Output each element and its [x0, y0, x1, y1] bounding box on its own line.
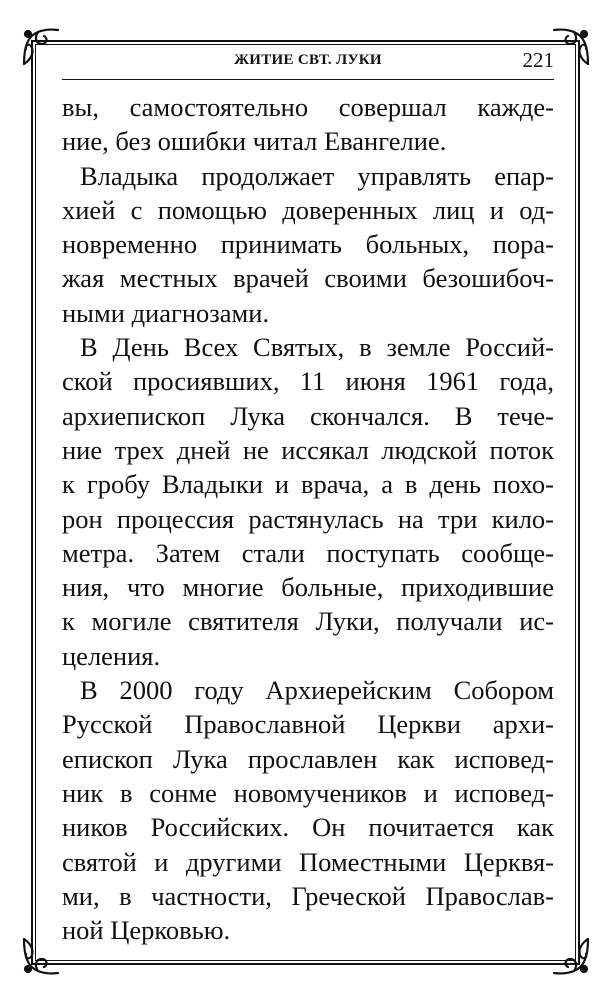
text-line: рон процессия растянулась на три кило-: [62, 503, 554, 534]
text-line: ной Церковью.: [62, 915, 231, 946]
text-line: архиепископ Лука скончался. В тече-: [62, 400, 554, 431]
corner-ornament-icon: [548, 933, 594, 979]
text-line: Владыка продолжает управлять епар-: [80, 160, 554, 191]
paragraph: [62, 159, 554, 330]
paragraph: [62, 90, 554, 159]
text-line: к гробу Владыки и врача, а в день похо-: [62, 469, 554, 500]
corner-ornament-icon: [18, 933, 64, 979]
text-line: новременно принимать больных, пора-: [62, 229, 554, 260]
text-line: ми, в частности, Греческой Православ-: [62, 880, 554, 911]
text-line: жая местных врачей своими безошибоч-: [62, 263, 554, 294]
header-rule: [62, 79, 554, 80]
text-line: ными диагнозами.: [62, 297, 270, 328]
paragraph: [62, 673, 554, 947]
running-head: ЖИТИЕ СВТ. ЛУКИ: [234, 52, 382, 68]
text-line: ние трех дней не иссякал людской поток: [62, 434, 554, 465]
text-line: хией с помощью доверенных лиц и од-: [62, 194, 554, 225]
paragraph: [62, 330, 554, 673]
text-line: ник в сонме новомучеников и исповед-: [62, 777, 554, 808]
corner-ornament-icon: [548, 24, 594, 70]
text-line: к могиле святителя Луки, получали ис-: [62, 606, 554, 637]
corner-ornament-icon: [18, 24, 64, 70]
text-line: В 2000 году Архиерейским Собором: [80, 675, 554, 706]
text-line: святой и другими Поместными Церквя-: [62, 846, 554, 877]
body-text: [62, 90, 554, 947]
text-line: ния, что многие больные, приходившие: [62, 572, 554, 603]
text-line: Русской Православной Церкви архи-: [62, 709, 554, 740]
text-line: ние, без ошибки читал Евангелие.: [62, 126, 447, 157]
text-line: ников Российских. Он почитается как: [62, 812, 554, 843]
page-number: 221: [522, 48, 554, 72]
text-line: метра. Затем стали поступать сообще-: [62, 537, 554, 568]
text-line: ской просиявших, 11 июня 1961 года,: [62, 366, 554, 397]
page-header: [62, 48, 554, 74]
text-line: целения.: [62, 640, 161, 671]
text-line: В День Всех Святых, в земле Россий-: [80, 332, 554, 363]
text-line: епископ Лука прославлен как исповед-: [62, 743, 554, 774]
text-line: вы, самостоятельно совершал кажде-: [62, 92, 554, 122]
